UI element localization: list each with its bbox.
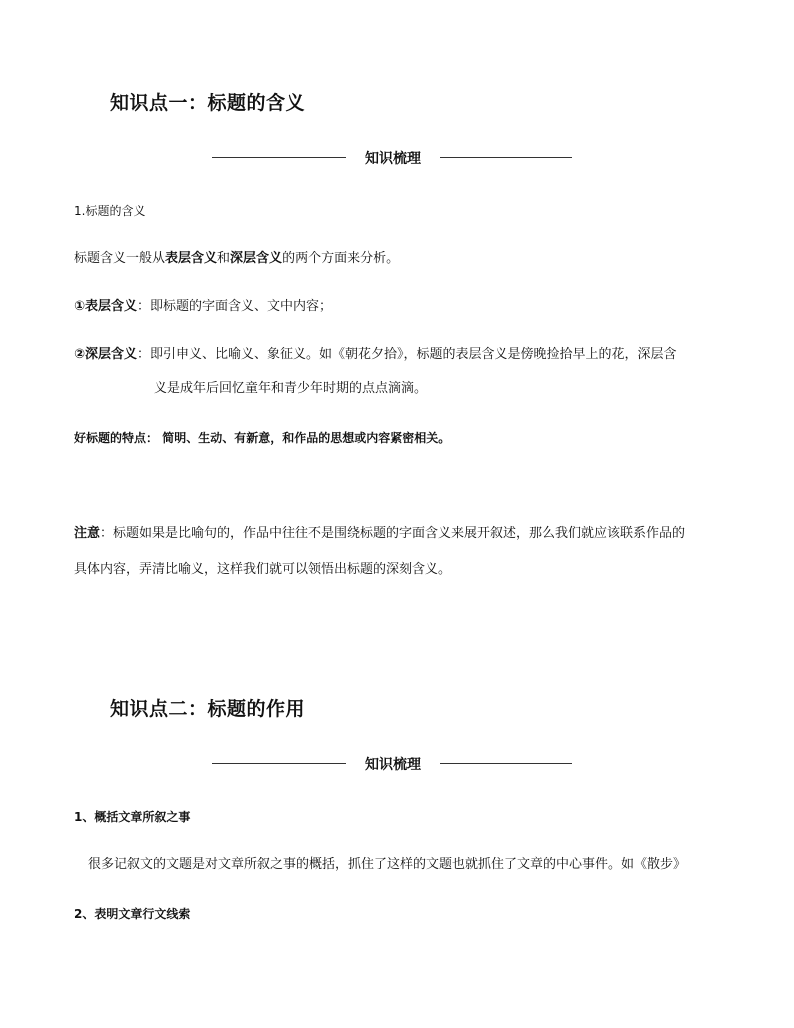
section1-intro xyxy=(74,250,399,268)
point2-label: ②深层含义 xyxy=(74,347,138,362)
section1-item1-title: 1.标题的含义 xyxy=(74,204,146,218)
section2-item1-text: 很多记叙文的文题是对文章所叙之事的概括，抓住了这样的文题也就抓住了文章的中心事件。如《散步》 xyxy=(88,857,687,872)
point1-label: ①表层含义 xyxy=(74,299,138,314)
intro-pre: 标题含义一般从 xyxy=(74,251,166,266)
section1-divider-label: 知识梳理 xyxy=(365,151,421,167)
note-text-line2: 具体内容，弄清比喻义，这样我们就可以领悟出标题的深刻含义。 xyxy=(74,562,452,577)
point1-text: ：即标题的字面含义、文中内容； xyxy=(137,299,333,314)
divider-left-line-2 xyxy=(212,763,346,764)
section2-heading: 知识点二：标题的作用 xyxy=(110,698,306,720)
intro-bold-surface: 表层含义 xyxy=(165,251,218,266)
good-title-label: 好标题的特点： xyxy=(74,431,159,445)
point2-text-line1: ：即引申义、比喻义、象征义。如《朝花夕拾》，标题的表层含义是傍晚捡拾早上的花，深层含 xyxy=(137,347,677,362)
section1-heading: 知识点一：标题的含义 xyxy=(110,92,306,114)
intro-mid: 和 xyxy=(217,251,231,266)
note-label: 注意 xyxy=(74,526,101,541)
section2-item2-title: 2、表明文章行文线索 xyxy=(74,907,191,921)
intro-post: 的两个方面来分析。 xyxy=(282,251,400,266)
divider-left-line xyxy=(212,157,346,158)
section1-good-title xyxy=(74,429,450,447)
section2-divider-label: 知识梳理 xyxy=(365,757,421,773)
section1-point1 xyxy=(74,298,332,316)
divider-right-line xyxy=(440,157,572,158)
point2-text-line2: 义是成年后回忆童年和青少年时期的点点滴滴。 xyxy=(154,381,428,396)
section2-item1-title: 1、概括文章所叙之事 xyxy=(74,810,191,824)
good-title-text: 简明、生动、有新意，和作品的思想或内容紧密相关。 xyxy=(162,431,451,445)
note-text-line1: ：标题如果是比喻句的，作品中往往不是围绕标题的字面含义来展开叙述，那么我们就应该联系作品的 xyxy=(100,526,686,541)
intro-bold-deep: 深层含义 xyxy=(230,251,283,266)
section1-note xyxy=(74,525,685,543)
divider-right-line-2 xyxy=(440,763,572,764)
section1-point2 xyxy=(74,346,677,364)
